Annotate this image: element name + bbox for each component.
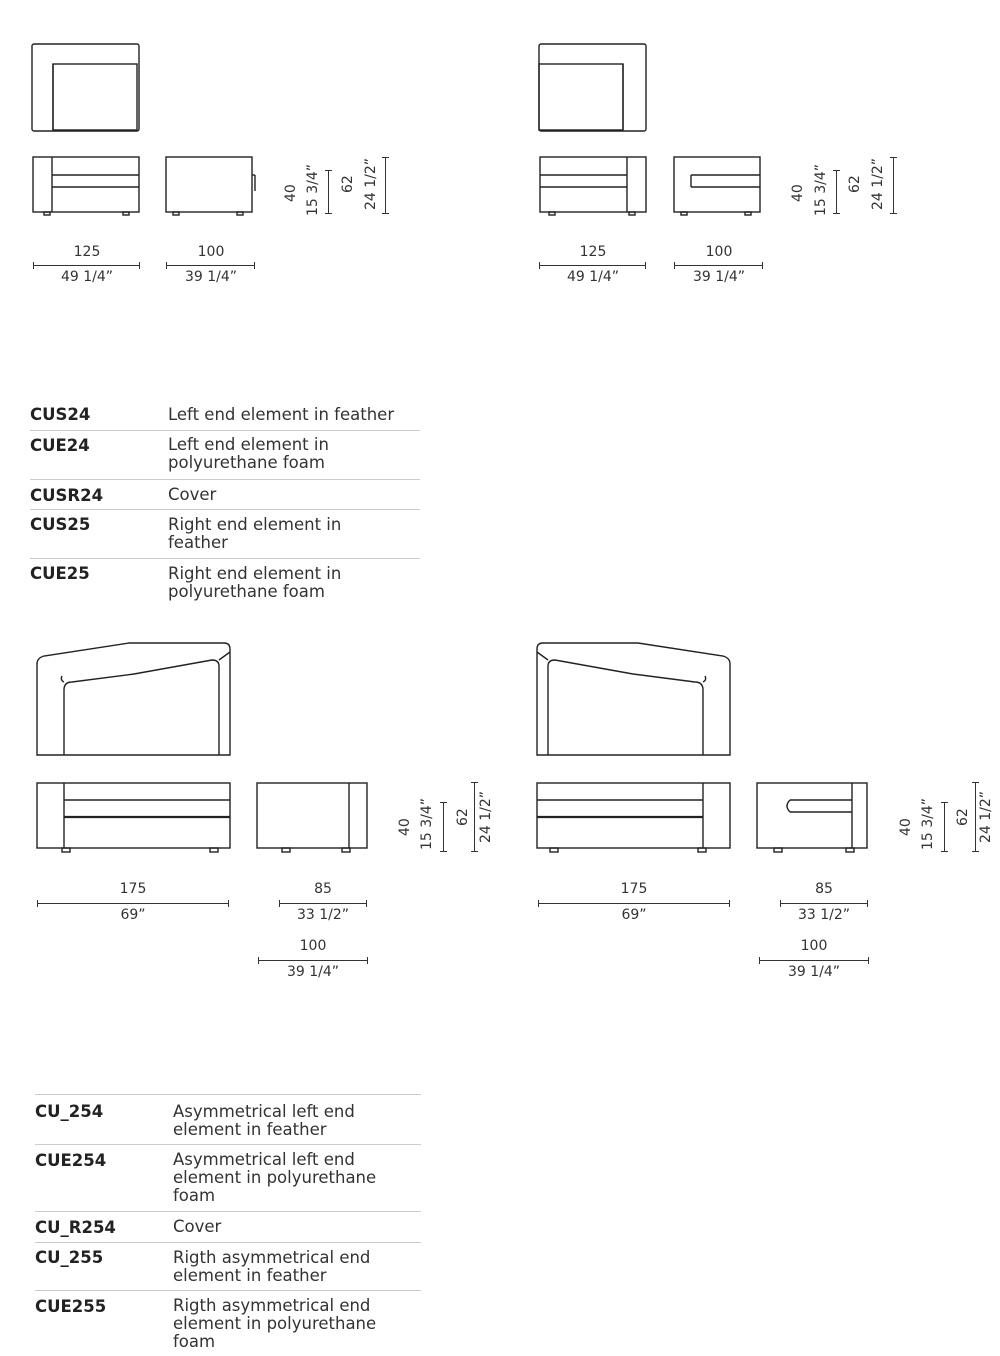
mid-right-front-view [534,780,734,856]
dim-depth-in: 33 1/2” [797,907,851,923]
dim-line [279,903,367,904]
dim-line [893,157,894,214]
product-code: CUE24 [30,436,90,455]
dim-width-cm: 175 [119,881,147,897]
table-row [30,480,420,510]
dim-line [836,170,837,214]
product-description: Asymmetrical left end element in feather [173,1102,355,1139]
product-code: CU_255 [35,1248,104,1267]
product-code: CUE254 [35,1151,107,1170]
dim-line [474,782,475,852]
dim-height-in: 24 1/2” [870,157,886,210]
dim-line [385,157,386,214]
product-code-table-2 [35,1094,421,1355]
mid-left-plan-view [34,640,234,760]
dim-line [328,170,329,214]
dim-total-depth-in: 39 1/4” [787,964,841,980]
dim-line [443,802,444,852]
dim-depth-cm: 100 [705,244,733,260]
dim-height-cm: 62 [340,175,356,193]
mid-right-side-view [754,780,874,856]
dim-width-in: 69” [621,907,647,923]
dim-total-depth-in: 39 1/4” [286,964,340,980]
dim-depth-cm: 100 [197,244,225,260]
top-right-front-view [537,155,649,217]
product-code: CUE25 [30,564,90,583]
dim-depth-in: 33 1/2” [296,907,350,923]
top-left-plan-view [30,42,142,134]
product-code: CUE255 [35,1297,107,1316]
product-description: Rigth asymmetrical end element in feather [173,1248,371,1285]
dim-width-cm: 175 [620,881,648,897]
product-description: Left end element in polyurethane foam [168,435,329,472]
dim-depth-cm: 85 [314,881,332,897]
dim-line [759,960,869,961]
product-code: CU_R254 [35,1218,116,1237]
dim-width-in: 49 1/4” [60,269,114,285]
table-row [30,559,420,605]
dim-seat-height-cm: 40 [898,818,914,836]
product-code-table-1 [30,400,420,605]
dim-height-in: 24 1/2” [978,790,994,843]
dim-seat-height-cm: 40 [790,184,806,202]
dim-width-cm: 125 [73,244,101,260]
dim-width-in: 49 1/4” [566,269,620,285]
top-right-plan-view [537,42,649,134]
dim-total-depth-cm: 100 [299,938,327,954]
dim-line [37,903,229,904]
product-description: Right end element in feather [168,515,342,552]
mid-right-plan-view [534,640,734,760]
dim-depth-in: 39 1/4” [184,269,238,285]
dim-line [538,903,730,904]
dim-seat-height-in: 15 3/4” [920,797,936,850]
dim-width-in: 69” [120,907,146,923]
dim-line [258,960,368,961]
table-row [35,1145,421,1212]
dim-total-depth-cm: 100 [800,938,828,954]
product-description: Left end element in feather [168,405,395,424]
dim-line [166,265,255,266]
top-right-side-view [671,155,766,217]
table-row [35,1243,421,1291]
table-row [35,1212,421,1243]
table-row [30,431,420,480]
top-left-front-view [30,155,142,217]
product-description: Rigth asymmetrical end element in polyurethane foam [173,1296,377,1351]
dim-seat-height-in: 15 3/4” [813,163,829,216]
mid-left-front-view [34,780,234,856]
table-row [35,1095,421,1145]
product-description: Cover [173,1217,222,1236]
dim-width-cm: 125 [579,244,607,260]
dim-line [780,903,868,904]
dim-height-in: 24 1/2” [478,790,494,843]
mid-left-side-view [254,780,374,856]
dim-seat-height-cm: 40 [397,818,413,836]
table-row [30,510,420,559]
dim-height-in: 24 1/2” [363,157,379,210]
product-description: Right end element in polyurethane foam [168,564,342,601]
dim-depth-cm: 85 [815,881,833,897]
product-description: Cover [168,485,217,504]
table-row [30,400,420,431]
dim-line [674,265,763,266]
dim-height-cm: 62 [847,175,863,193]
dim-seat-height-in: 15 3/4” [305,163,321,216]
table-row [35,1291,421,1355]
product-code: CUS24 [30,405,91,424]
dim-height-cm: 62 [955,808,971,826]
dim-line [944,802,945,852]
top-left-side-view [163,155,258,217]
dim-height-cm: 62 [455,808,471,826]
product-code: CU_254 [35,1102,104,1121]
dim-seat-height-in: 15 3/4” [419,797,435,850]
dim-line [975,782,976,852]
dim-depth-in: 39 1/4” [692,269,746,285]
product-description: Asymmetrical left end element in polyurethane foam [173,1150,377,1205]
dim-line [539,265,646,266]
dim-line [33,265,140,266]
dim-seat-height-cm: 40 [283,184,299,202]
product-code: CUSR24 [30,486,104,505]
product-code: CUS25 [30,515,91,534]
